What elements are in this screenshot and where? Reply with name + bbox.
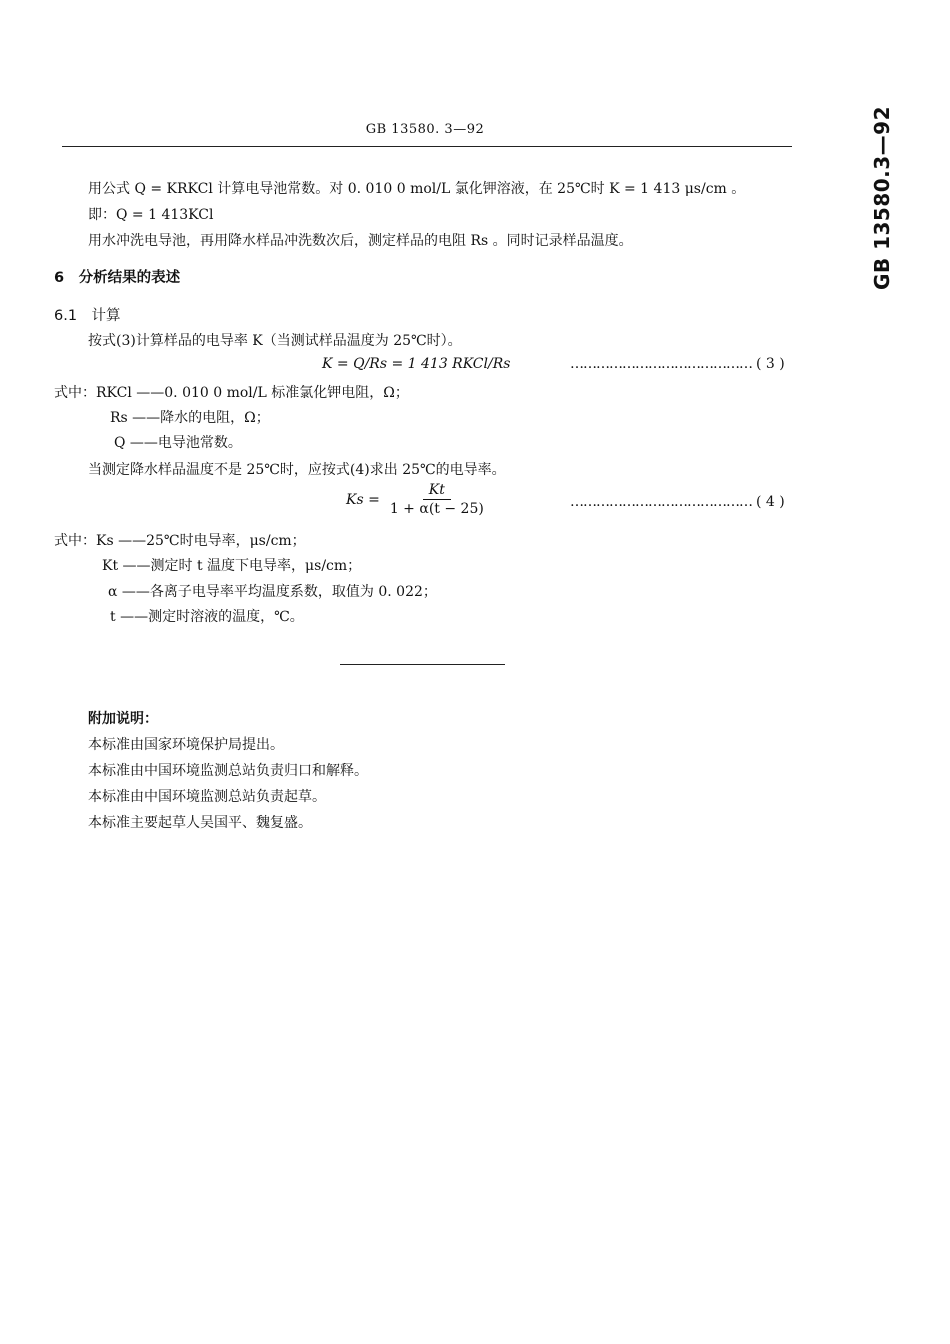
where-line: 式中：RKCl ——0. 010 0 mol/L 标准氯化钾电阻，Ω； (54, 385, 409, 401)
appendix-title: 附加说明： (88, 711, 158, 727)
equation-3-number: ( 3 ) (756, 356, 785, 372)
section-6-1-heading: 6.1 计算 (54, 308, 121, 324)
where-line: Rs ——降水的电阻，Ω； (110, 410, 270, 426)
equation-3-leader: …………………………………… (570, 356, 752, 372)
where-line: t ——测定时溶液的温度，℃。 (110, 609, 304, 625)
equation-4-numerator: Kt (423, 482, 451, 500)
appendix-line: 本标准由中国环境监测总站负责起草。 (88, 789, 326, 805)
body-paragraph-1: 用公式 Q = KRKCl 计算电导池常数。对 0. 010 0 mol/L 氯化钾溶液，在 25℃时 K = 1 413 μs/cm 。 (88, 181, 746, 197)
body-paragraph-2: 即：Q = 1 413KCl (88, 207, 214, 223)
appendix-line: 本标准由中国环境监测总站负责归口和解释。 (88, 763, 368, 779)
where-line: Q ——电导池常数。 (114, 435, 242, 451)
where-line: 式中：Ks ——25℃时电导率，μs/cm； (54, 533, 306, 549)
equation-3: K = Q/Rs = 1 413 RKCl/Rs (322, 356, 511, 372)
header-rule (62, 146, 792, 147)
body-paragraph-3: 用水冲洗电导池，再用降水样品冲洗数次后，测定样品的电阻 Rs 。同时记录样品温度。 (88, 233, 633, 249)
equation-4-leader: …………………………………… (570, 494, 752, 510)
appendix-line: 本标准由国家环境保护局提出。 (88, 737, 284, 753)
side-label (862, 105, 902, 291)
equation-4-fraction (384, 482, 490, 517)
equation-4-number: ( 4 ) (756, 494, 785, 510)
equation-4 (346, 482, 490, 517)
where-line: Kt ——测定时 t 温度下电导率，μs/cm； (102, 558, 362, 574)
calc-intro: 按式(3)计算样品的电导率 K（当测试样品温度为 25℃时）。 (88, 333, 462, 349)
side-label-text: GB 13580.3—92 (870, 105, 894, 291)
equation-4-denominator: 1 + α(t − 25) (389, 501, 484, 517)
appendix-line: 本标准主要起草人吴国平、魏复盛。 (88, 815, 312, 831)
end-rule (340, 664, 505, 665)
section-6-heading: 6 分析结果的表述 (54, 270, 181, 286)
equation-4-lhs: Ks = (346, 491, 380, 508)
page-header: GB 13580. 3—92 (365, 122, 485, 137)
where-line: α ——各离子电导率平均温度系数，取值为 0. 022； (108, 584, 437, 600)
calc-intro-2: 当测定降水样品温度不是 25℃时，应按式(4)求出 25℃的电导率。 (88, 462, 506, 478)
